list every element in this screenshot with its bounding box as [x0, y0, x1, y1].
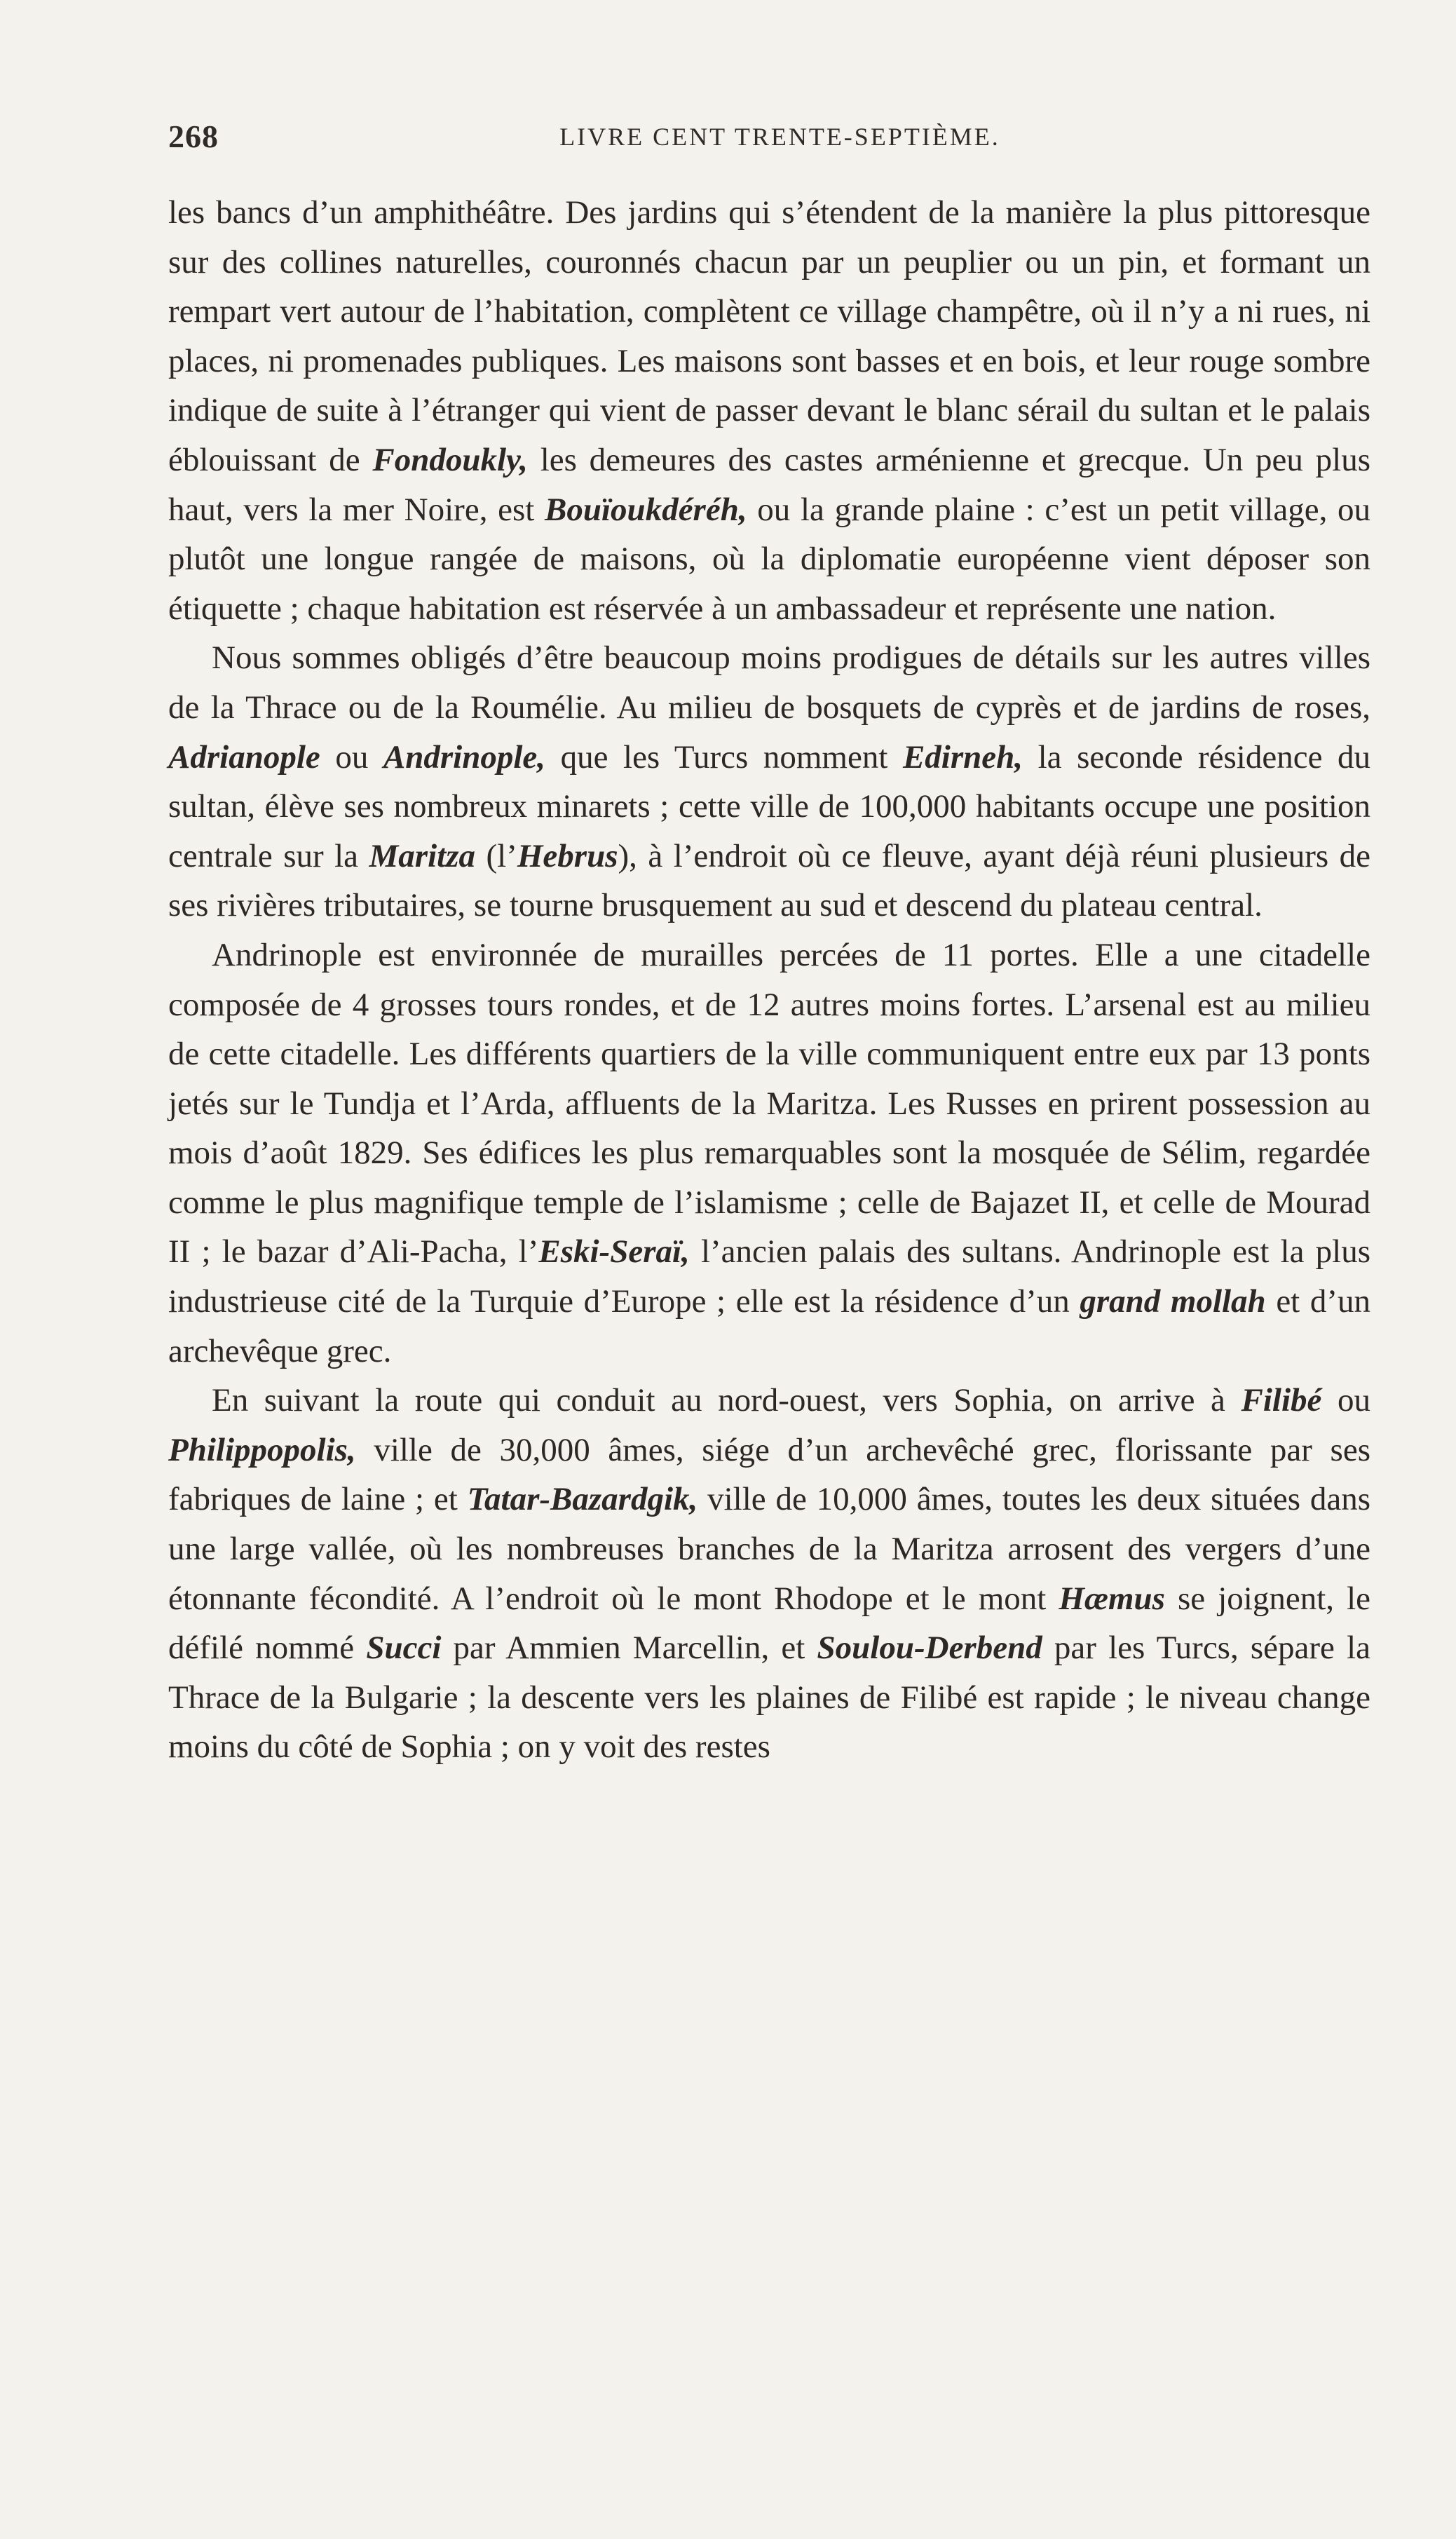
italic-term: Philippopolis,	[168, 1431, 356, 1468]
text-run: ville de 10,000 âmes, toutes les deux situées dans une large vallée, où les nombreuses branches de la Maritza arrosent des vergers d’une étonnante fécondité. A l’endroit où le mont Rhodope et le mont	[168, 1481, 1370, 1617]
italic-term: Adrianople	[168, 738, 320, 776]
page-number: 268	[168, 119, 219, 154]
text-run: ou	[1321, 1382, 1370, 1419]
italic-term: Eski-Seraï,	[538, 1233, 690, 1271]
text-run: la seconde résidence du sultan, élève ses nombreux minarets ; cette ville de 100,000 habitants occupe une position centrale sur la	[168, 738, 1371, 874]
italic-term: Fondoukly,	[372, 441, 528, 478]
text-run: Nous sommes obligés d’être beaucoup moins prodigues de détails sur les autres villes de la Thrace ou de la Roumélie. Au milieu de bosquets de cyprès et de jardins de roses,	[168, 639, 1370, 726]
text-run: que les Turcs nomment	[545, 738, 903, 776]
italic-term: Filibé	[1241, 1382, 1322, 1419]
italic-term: Succi	[366, 1630, 442, 1667]
text-run: les bancs d’un amphithéâtre. Des jardins qui s’étendent de la manière la plus pittoresque sur des collines naturelles, couronnés chacun par un peuplier ou un pin, et formant un rempart vert autour de l’habitation, complètent ce village champêtre, où il n’y a ni rues, ni places, ni promenades publiques. Les maisons sont basses et en bois, et leur rouge sombre indique de suite à l’étranger qui vient de passer devant le blanc sérail du sultan et le palais éblouissant de	[168, 194, 1370, 478]
italic-term: Maritza	[369, 837, 476, 874]
text-run: les demeures des castes arménienne et grecque. Un peu plus haut, vers la mer Noire, est	[168, 441, 1370, 528]
text-run: Andrinople est environnée de murailles percées de 11 portes. Elle a une citadelle composée de 4 grosses tours rondes, et de 12 autres moins fortes. L’arsenal est au milieu de cette citadelle. Les différents quartiers de la ville communiquent entre eux par 13 ponts jetés sur le Tundja et l’Arda, affluents de la Maritza. Les Russes en prirent possession au mois d’août 1829. Ses édifices les plus remarquables sont la mosquée de Sélim, regardée comme le plus magnifique temple de l’islamisme ; celle de Bajazet II, et celle de Mourad II ; le bazar d’Ali-Pacha, l’	[168, 936, 1370, 1271]
text-run: se joignent, le défilé nommé	[168, 1580, 1371, 1667]
italic-term: grand mollah	[1080, 1283, 1266, 1320]
running-head	[168, 118, 1370, 160]
italic-term: Andrinople,	[383, 738, 546, 776]
text-run: et d’un archevêque grec.	[168, 1283, 1370, 1369]
body-text	[168, 188, 1370, 1772]
text-run: par Ammien Marcellin, et	[441, 1630, 817, 1667]
paragraph	[168, 930, 1370, 1376]
italic-term: Tatar-Bazardgik,	[467, 1481, 698, 1518]
paragraph	[168, 633, 1370, 930]
text-run: l’ancien palais des sultans. Andrinople est la plus industrieuse cité de la Turquie d’Europe ; elle est la résidence d’un	[168, 1233, 1370, 1320]
text-run: par les Turcs, sépare la Thrace de la Bulgarie ; la descente vers les plaines de Filibé est rapide ; le niveau change moins du côté de Sophia ; on y voit des restes	[168, 1630, 1371, 1766]
text-run: ou	[320, 738, 383, 776]
italic-term: Hebrus	[517, 837, 618, 874]
italic-term: Hæmus	[1059, 1580, 1165, 1617]
text-run: ville de 30,000 âmes, siége d’un archevêché grec, florissante par ses fabriques de laine ; et	[168, 1431, 1370, 1518]
text-run: En suivant la route qui conduit au nord-ouest, vers Sophia, on arrive à	[212, 1382, 1241, 1419]
text-run: (l’	[475, 837, 517, 874]
italic-term: Edirneh,	[902, 738, 1023, 776]
running-title: LIVRE CENT TRENTE-SEPTIÈME.	[559, 123, 1000, 151]
text-run: ), à l’endroit où ce fleuve, ayant déjà réuni plusieurs de ses rivières tributaires, se tourne brusquement au sud et descend du plateau central.	[168, 837, 1370, 924]
italic-term: Bouïoukdéréh,	[545, 491, 747, 528]
text-run: ou la grande plaine : c’est un petit village, ou plutôt une longue rangée de maisons, où la diplomatie européenne vient déposer son étiquette ; chaque habitation est réservée à un ambassadeur et représente une nation.	[168, 491, 1370, 627]
paragraph	[168, 188, 1370, 633]
paragraph	[168, 1376, 1370, 1772]
italic-term: Soulou-Derbend	[817, 1630, 1042, 1667]
